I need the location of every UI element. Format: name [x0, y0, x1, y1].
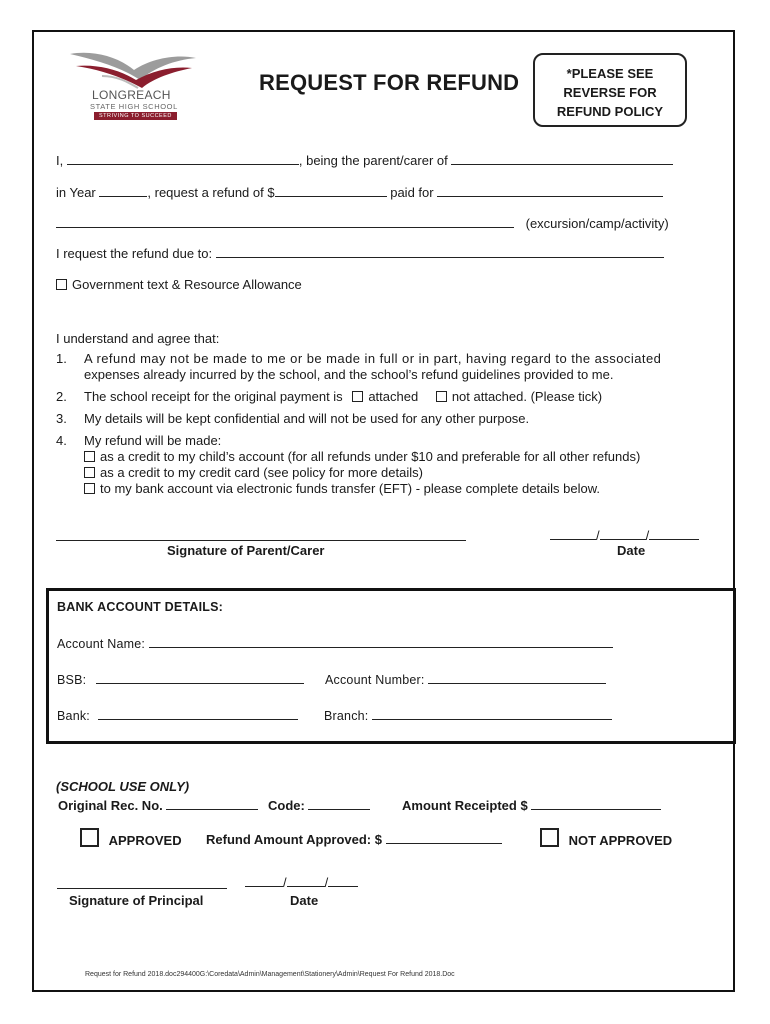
credit-child-account-checkbox[interactable] [84, 451, 95, 462]
original-rec-label: Original Rec. No. [58, 798, 163, 813]
bank-field[interactable] [98, 707, 298, 720]
amount-receipted-field[interactable] [531, 797, 661, 810]
gov-allowance-checkbox[interactable] [56, 279, 67, 290]
page-title: REQUEST FOR REFUND [259, 70, 520, 95]
account-number-field[interactable] [428, 671, 606, 684]
policy-line: *PLEASE SEE [566, 66, 654, 81]
terms-item [56, 389, 731, 405]
not-approved-label: NOT APPROVED [568, 833, 673, 848]
account-number-row [325, 671, 606, 687]
branch-field[interactable] [372, 707, 612, 720]
refund-approved-row [206, 831, 502, 847]
reason-line [56, 245, 664, 261]
bank-title: BANK ACCOUNT DETAILS: [57, 600, 223, 614]
opt-attached: attached [368, 389, 419, 404]
bank-details-box [46, 588, 736, 744]
policy-line: REVERSE FOR [563, 85, 657, 100]
line1-prefix: I, [56, 153, 64, 168]
footer-path: Request for Refund 2018.doc294400G:\Coredata\Admin\Management\Stationery\Admin\Request For Refund 2018.Doc [85, 971, 455, 978]
account-name-field[interactable] [149, 635, 613, 648]
refund-amount-field[interactable] [275, 184, 387, 197]
terms-intro: I understand and agree that: [56, 331, 220, 346]
branch-row [324, 707, 612, 723]
terms-item [56, 433, 731, 497]
principal-signature-line[interactable] [57, 888, 227, 889]
line2-mid: , request a refund of $ [147, 185, 275, 200]
form-line-2 [56, 184, 663, 200]
approved-label: APPROVED [108, 833, 182, 848]
approved-checkbox[interactable] [80, 828, 99, 847]
amount-receipted-row [402, 797, 661, 813]
item-number: 1. [56, 351, 67, 366]
receipt-not-attached-checkbox[interactable] [436, 391, 447, 402]
amount-receipted-label: Amount Receipted $ [402, 798, 528, 813]
receipt-row [58, 797, 370, 813]
principal-date-label: Date [290, 893, 319, 908]
bank-eft-checkbox[interactable] [84, 483, 95, 494]
receipt-attached-checkbox[interactable] [352, 391, 363, 402]
code-label: Code: [268, 798, 305, 813]
terms-item [56, 411, 731, 427]
terms-item [56, 351, 731, 383]
opt-not-attached: not attached. (Please tick) [451, 389, 603, 404]
item-number: 4. [56, 433, 67, 448]
refund-approved-field[interactable] [386, 831, 502, 844]
parent-signature-label: Signature of Parent/Carer [167, 543, 325, 558]
not-approved-checkbox[interactable] [540, 828, 559, 847]
item-number: 2. [56, 389, 67, 404]
item-text: A refund may not be made to me or be made in full or in part, having regard to the associated [84, 351, 662, 366]
bank-row [57, 707, 298, 723]
logo-name: LONGREACH [92, 88, 171, 102]
bsb-row [57, 671, 304, 687]
branch-label: Branch: [324, 709, 369, 723]
account-number-label: Account Number: [325, 673, 425, 687]
activity-field[interactable] [56, 215, 514, 228]
parent-date-field[interactable]: / / [550, 527, 699, 543]
item-text: The school receipt for the original payment is [84, 389, 343, 404]
item-text: expenses already incurred by the school, and the school’s refund guidelines provided to me. [84, 367, 614, 382]
approved-option [80, 828, 182, 848]
item-text: My refund will be made: [84, 433, 222, 448]
paid-for-field[interactable] [437, 184, 663, 197]
school-logo [62, 46, 202, 126]
bsb-label: BSB: [57, 673, 87, 687]
bank-label: Bank: [57, 709, 90, 723]
item-number: 3. [56, 411, 67, 426]
gov-option [56, 277, 302, 292]
account-name-row [57, 635, 613, 651]
refund-option: as a credit to my child’s account (for all refunds under $10 and preferable for all other refunds) [100, 449, 641, 464]
school-use-title: (SCHOOL USE ONLY) [56, 779, 190, 794]
gov-option-label: Government text & Resource Allowance [72, 277, 302, 292]
line1-mid: , being the parent/carer of [298, 153, 448, 168]
refund-option: to my bank account via electronic funds transfer (EFT) - please complete details below. [100, 481, 601, 496]
line2-prefix: in Year [56, 185, 96, 200]
terms-list [56, 351, 731, 503]
line2-suffix: paid for [390, 185, 434, 200]
account-name-label: Account Name: [57, 637, 146, 651]
code-field[interactable] [308, 797, 370, 810]
refund-option: as a credit to my credit card (see policy for more details) [100, 465, 423, 480]
principal-signature-label: Signature of Principal [69, 893, 204, 908]
parent-name-field[interactable] [67, 152, 299, 165]
parent-signature-line[interactable] [56, 540, 466, 541]
parent-date-label: Date [617, 543, 646, 558]
refund-approved-label: Refund Amount Approved: $ [206, 832, 382, 847]
year-field[interactable] [99, 184, 147, 197]
child-name-field[interactable] [451, 152, 673, 165]
not-approved-option [540, 828, 672, 848]
reason-label: I request the refund due to: [56, 246, 213, 261]
item-text: My details will be kept confidential and will not be used for any other purpose. [84, 411, 530, 426]
logo-sub: STATE HIGH SCHOOL [90, 102, 178, 111]
policy-notice [533, 53, 687, 127]
bsb-field[interactable] [96, 671, 304, 684]
line3-suffix: (excursion/camp/activity) [525, 216, 669, 231]
form-line-1 [56, 152, 673, 168]
policy-line: REFUND POLICY [556, 104, 664, 119]
credit-card-checkbox[interactable] [84, 467, 95, 478]
principal-date-field[interactable]: / / [245, 874, 358, 890]
original-rec-field[interactable] [166, 797, 258, 810]
logo-motto: STRIVING TO SUCCEED [94, 112, 177, 120]
form-line-3 [56, 215, 669, 231]
reason-field[interactable] [216, 245, 664, 258]
